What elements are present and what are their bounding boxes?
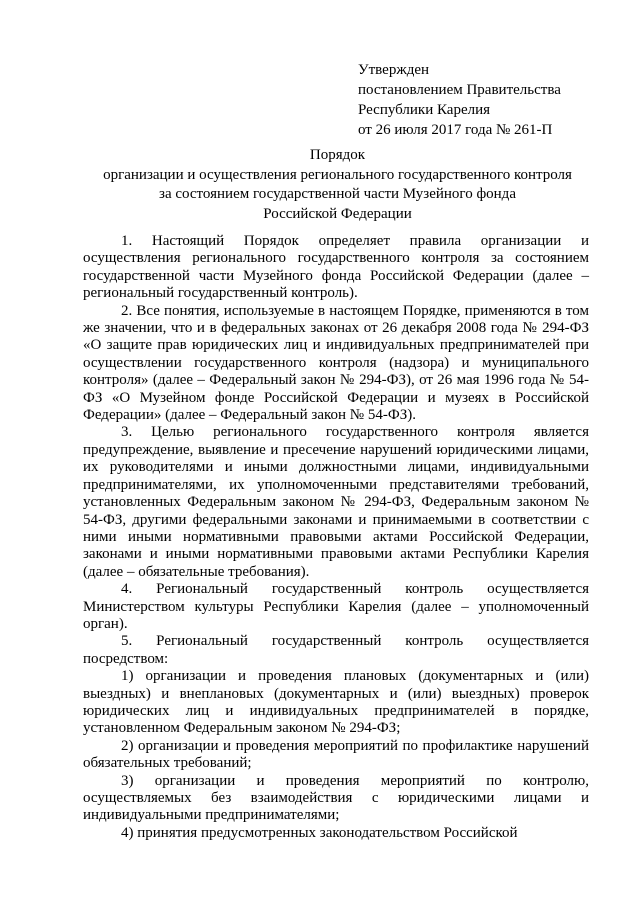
- approval-line: Утвержден: [358, 62, 430, 78]
- approval-line: от 26 июля 2017 года № 261-П: [358, 122, 553, 138]
- title-line: Российской Федерации: [263, 205, 412, 222]
- title-line: за состоянием государственной части Музейного фонда: [159, 186, 516, 202]
- approval-line: постановлением Правительства: [358, 82, 561, 98]
- document-body: [83, 233, 589, 842]
- title-line: организации и осуществления регионального государственного контроля: [103, 166, 572, 183]
- title-line: Порядок: [309, 147, 366, 163]
- paragraph: 3. Целью регионального государственного контроля является предупреждение, выявление и пресечение нарушений юридическими лицами, их руководителями и иными должностными лицами, индивидуальными предпринимателями, их уполномоченными представителями требований, установленных Федеральным законом № 294-ФЗ, Федеральным законом № 54-ФЗ, другими федеральными законами и принимаемыми в соответствии с ними иными нормативными правовыми актами Российской Федерации, законами и иными нормативными правовыми актами Республики Карелия (далее – обязательные требования).: [83, 424, 589, 580]
- document-title: [60, 146, 615, 224]
- paragraph: 5. Региональный государственный контроль осуществляется посредством:: [83, 633, 589, 667]
- paragraph: 4) принятия предусмотренных законодательством Российской: [121, 824, 518, 841]
- approval-line: Республики Карелия: [358, 102, 491, 118]
- paragraph: 4. Региональный государственный контроль осуществляется Министерством культуры Республики Карелия (далее – уполномоченный орган).: [83, 581, 589, 632]
- paragraph: 3) организации и проведения мероприятий по контролю, осуществляемых без взаимодействия с юридическими лицами и индивидуальными предпринимателями;: [83, 772, 589, 824]
- approval-stamp: [358, 60, 561, 140]
- paragraph: 2) организации и проведения мероприятий по профилактике нарушений обязательных требований;: [83, 737, 589, 772]
- paragraph: 1. Настоящий Порядок определяет правила организации и осуществления регионального государственного контроля за состоянием государственной части Музейного фонда Российской Федерации (далее – региональный государственный контроль).: [83, 233, 589, 302]
- paragraph: 1) организации и проведения плановых (документарных и (или) выездных) и внеплановых (документарных и (или) выездных) проверок юридических лиц и индивидуальных предпринимателей в порядке, установленном Федеральным законом № 294-ФЗ;: [83, 668, 589, 737]
- paragraph: 2. Все понятия, используемые в настоящем Порядке, применяются в том же значении, что и в федеральных законах от 26 декабря 2008 года № 294-ФЗ «О защите прав юридических лиц и индивидуальных предпринимателей при осуществлении государственного контроля (надзора) и муниципального контроля» (далее – Федеральный закон № 294-ФЗ), от 26 мая 1996 года № 54-ФЗ «О Музейном фонде Российской Федерации и музеях в Российской Федерации» (далее – Федеральный закон № 54-ФЗ).: [83, 302, 589, 424]
